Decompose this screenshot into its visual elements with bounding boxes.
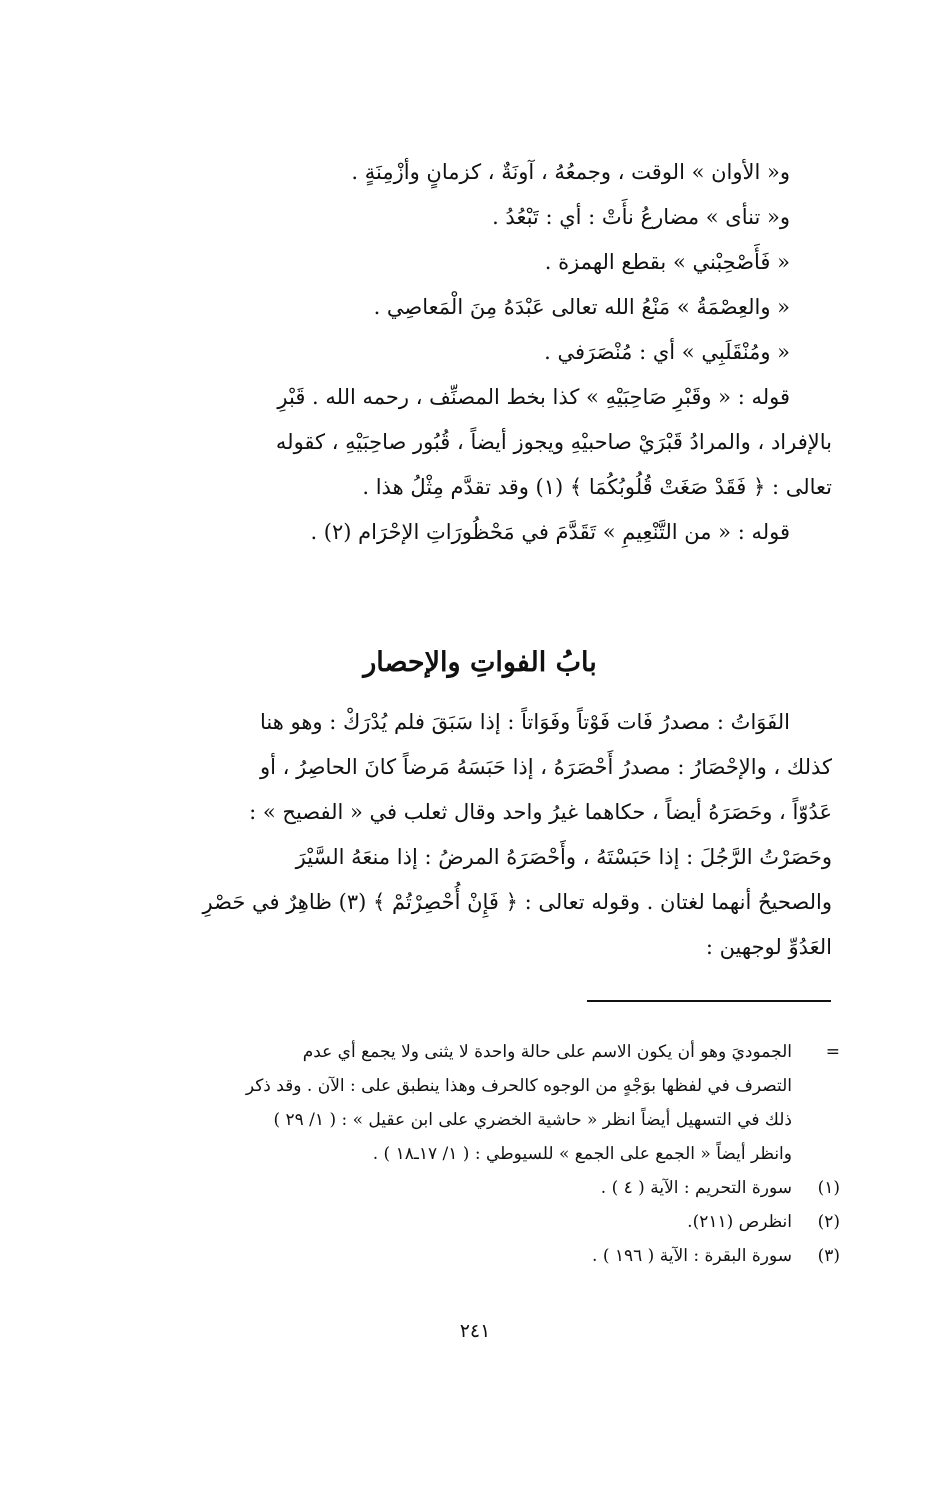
- footnote-marker: (٣): [817, 1246, 840, 1266]
- footnote-marker: (٢): [817, 1212, 840, 1232]
- text-line: كذلك ، والإحْصَارُ : مصدرُ أَحْصَرَهُ ، إذا حَبَسَهُ مَرضاً كانَ الحاصِرُ ، أو: [259, 755, 832, 779]
- footnote-text: التصرف في لفظها بوَجْهٍ من الوجوه كالحرف وهذا ينطبق على : الآن . وقد ذكر: [245, 1076, 792, 1096]
- text-line: بالإفراد ، والمرادُ قَبْرَيْ صاحبيْهِ ويجوز أيضاً ، قُبُور صاحِبَيْهِ ، كقوله: [275, 430, 832, 454]
- footnote-text: ذلك في التسهيل أيضاً انظر « حاشية الخضري على ابن عقيل » : ( ١/ ٢٩ ): [273, 1110, 792, 1130]
- text-line: قوله : « وقَبْرِ صَاحِبَيْهِ » كذا بخط المصنِّف ، رحمه الله . قَبْرِ: [277, 385, 790, 409]
- footnote-2: [128, 1205, 840, 1239]
- footnote-marker: [792, 1069, 840, 1103]
- footnote-line: [128, 1069, 840, 1103]
- footnote-line: [128, 1137, 840, 1171]
- text-line: و« تنأى » مضارعُ نأَتْ : أي : تَبْعُدُ .: [492, 205, 790, 229]
- text-line: قوله : « من التَّنْعِيمِ » تَقَدَّمَ في مَحْظُورَاتِ الإحْرَام (٢) .: [310, 520, 790, 544]
- text-line: و« الأوان » الوقت ، وجمعُهُ ، آونَةٌ ، كزمانٍ وأزْمِنَةٍ .: [351, 160, 790, 184]
- footnote-marker: [792, 1103, 840, 1137]
- text-line: « فَأَصْحِبْني » بقطع الهمزة .: [544, 250, 790, 274]
- footnote-marker: [792, 1137, 840, 1171]
- text-line: العَدُوِّ لوجهين :: [705, 935, 832, 959]
- footnote-divider: [587, 1000, 831, 1002]
- footnote-text: وانظر أيضاً « الجمع على الجمع » للسيوطي : ( ١/ ١٧ـ١٨ ) .: [372, 1144, 792, 1164]
- footnote-marker: (١): [817, 1178, 840, 1198]
- footnote-text: الجموديَ وهو أن يكون الاسم على حالة واحدة لا يثنى ولا يجمع أي عدم: [302, 1042, 792, 1062]
- text-line: « ومُنْقَلَبِي » أي : مُنْصَرَفي .: [544, 340, 790, 364]
- text-line: والصحيحُ أنهما لغتان . وقوله تعالى : ﴿ فَإِنْ أُحْصِرْتُمْ ﴾ (٣) ظاهِرٌ في حَصْرِ: [202, 890, 832, 914]
- footnote-line: [128, 1035, 840, 1069]
- top-text-block: [128, 150, 832, 555]
- text-line: تعالى : ﴿ فَقَدْ صَغَتْ قُلُوبُكُمَا ﴾ (١) وقد تقدَّم مِثْلُ هذا .: [362, 475, 832, 499]
- footnote-3: [128, 1239, 840, 1273]
- footnotes: [128, 1035, 840, 1273]
- text-line: وحَصَرْتُ الرَّجُلَ : إذا حَبَسْتَهُ ، وأَحْصَرَهُ المرضُ : إذا منعَهُ السَّيْرَ: [295, 845, 832, 869]
- text-line: الفَوَاتُ : مصدرُ فَات فَوْتاً وفَوَاتاً : إذا سَبَقَ فلم يُدْرَكْ : وهو هنا: [259, 710, 790, 734]
- chapter-heading: بابُ الفواتِ والإحصار: [363, 647, 597, 678]
- footnote-text: سورة التحريم : الآية ( ٤ ) .: [600, 1178, 792, 1198]
- footnote-1: [128, 1171, 840, 1205]
- page-number: ٢٤١: [459, 1320, 491, 1342]
- footnote-text: سورة البقرة : الآية ( ١٩٦ ) .: [592, 1246, 792, 1266]
- text-line: « والعِصْمَةُ » مَنْعُ الله تعالى عَبْدَهُ مِنَ الْمَعاصِي .: [373, 295, 790, 319]
- text-line: عَدُوّاً ، وحَصَرَهُ أيضاً ، حكاهما غيرُ واحد وقال ثعلب في « الفصيح » :: [249, 800, 832, 824]
- footnote-text: انظرص (٢١١).: [687, 1212, 792, 1232]
- chapter-text-block: [128, 700, 832, 970]
- footnote-line: [128, 1103, 840, 1137]
- footnote-marker: =: [825, 1042, 840, 1062]
